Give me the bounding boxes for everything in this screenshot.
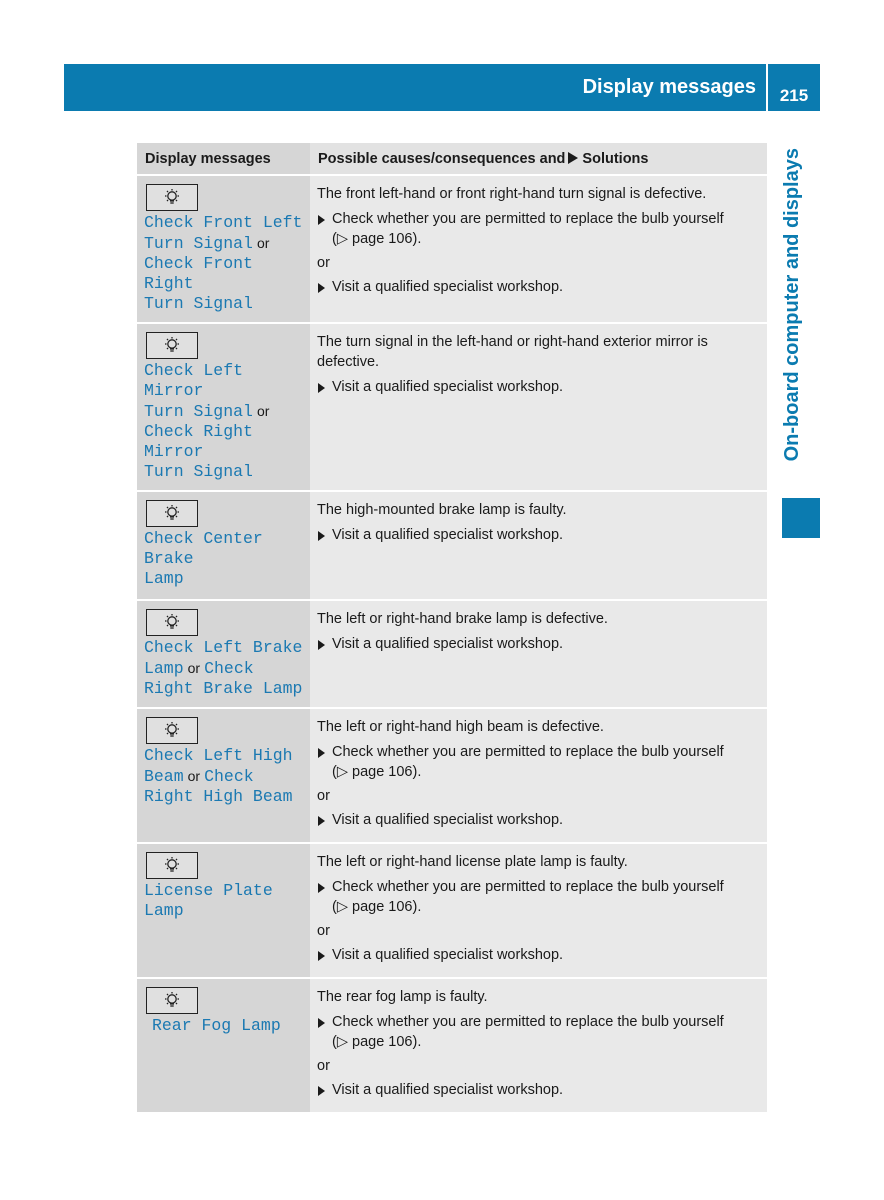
or-connector: or (317, 255, 330, 271)
message-text: Turn Signal (144, 402, 253, 421)
table-row (137, 843, 767, 978)
bulb-warning-icon (146, 987, 198, 1014)
message-text: Turn Signal (144, 294, 253, 313)
solution-step: Check whether you are permitted to replace the bulb yourself (▷ page 106). (317, 209, 759, 249)
bulb-warning-icon (146, 500, 198, 527)
solution-cell (310, 843, 767, 978)
solution-cell (310, 978, 767, 1113)
message-text: Check Left Brake (144, 638, 303, 657)
cause-text: The left or right-hand brake lamp is defective. (317, 611, 608, 627)
or-connector: or (187, 660, 201, 676)
or-connector: or (256, 235, 270, 251)
page-reference-link[interactable]: (▷ page 106). (332, 764, 422, 780)
solution-step: Visit a qualified specialist workshop. (317, 1080, 759, 1100)
message-text: Lamp (144, 569, 184, 588)
solution-step: Visit a qualified specialist workshop. (317, 525, 759, 545)
page-number-box (768, 64, 820, 111)
message-text: Rear Fog Lamp (152, 1016, 281, 1035)
solution-step: Check whether you are permitted to replace the bulb yourself (▷ page 106). (317, 742, 759, 782)
message-text: Turn Signal (144, 462, 253, 481)
cause-text: The rear fog lamp is faulty. (317, 989, 488, 1005)
message-text: Check Center Brake (144, 529, 263, 568)
table-row (137, 323, 767, 491)
bulb-warning-icon (146, 609, 198, 636)
bullet-arrow-icon (318, 816, 325, 826)
cause-text: The front left-hand or front right-hand turn signal is defective. (317, 186, 707, 202)
message-text: Beam (144, 767, 184, 786)
cause-text: The turn signal in the left-hand or right-hand exterior mirror is defective. (317, 334, 708, 370)
bullet-arrow-icon (318, 951, 325, 961)
cause-text: The high-mounted brake lamp is faulty. (317, 502, 567, 518)
or-connector: or (187, 768, 201, 784)
bulb-warning-icon (146, 717, 198, 744)
message-cell (137, 708, 310, 843)
message-text: Turn Signal (144, 234, 253, 253)
message-cell (137, 491, 310, 600)
bullet-arrow-icon (318, 283, 325, 293)
solution-cell (310, 175, 767, 323)
message-text: Right High Beam (144, 787, 293, 806)
solution-cell (310, 323, 767, 491)
page-reference-link[interactable]: (▷ page 106). (332, 1034, 422, 1050)
or-connector: or (317, 788, 330, 804)
message-text: Check Left High (144, 746, 293, 765)
bullet-arrow-icon (318, 1086, 325, 1096)
bullet-arrow-icon (318, 215, 325, 225)
bullet-arrow-icon (318, 748, 325, 758)
message-text: Check (204, 659, 254, 678)
message-text: License Plate Lamp (144, 881, 273, 920)
solution-step: Visit a qualified specialist workshop. (317, 810, 759, 830)
message-cell (137, 323, 310, 491)
table-row (137, 708, 767, 843)
col-header-display-messages: Display messages (137, 143, 310, 175)
table-row (137, 491, 767, 600)
solution-cell (310, 491, 767, 600)
message-text: Right Brake Lamp (144, 679, 303, 698)
table-row (137, 600, 767, 708)
solution-step: Visit a qualified specialist workshop. (317, 377, 759, 397)
message-cell (137, 175, 310, 323)
cause-text: The left or right-hand license plate lamp is faulty. (317, 854, 628, 870)
message-text: Check Front Left (144, 213, 303, 232)
message-cell (137, 600, 310, 708)
solution-cell (310, 600, 767, 708)
page-number: 215 (779, 86, 809, 105)
table-row (137, 978, 767, 1113)
col-header-causes-solutions: Possible causes/consequences and Solutions (310, 143, 767, 175)
arrow-right-icon (568, 152, 578, 164)
section-title: Display messages (582, 76, 756, 98)
message-cell (137, 843, 310, 978)
message-cell (137, 978, 310, 1113)
bullet-arrow-icon (318, 1018, 325, 1028)
solution-step: Visit a qualified specialist workshop. (317, 277, 759, 297)
solution-cell (310, 708, 767, 843)
bullet-arrow-icon (318, 531, 325, 541)
chapter-side-tab (782, 498, 820, 538)
bulb-warning-icon (146, 852, 198, 879)
or-connector: or (317, 1058, 330, 1074)
message-text: Lamp (144, 659, 184, 678)
bullet-arrow-icon (318, 640, 325, 650)
message-text: Check Left Mirror (144, 361, 244, 400)
table-header-row (137, 143, 767, 175)
solution-step: Visit a qualified specialist workshop. (317, 945, 759, 965)
bullet-arrow-icon (318, 383, 325, 393)
message-text: Check Front Right (144, 254, 253, 293)
bulb-warning-icon (146, 184, 198, 211)
header-bar (64, 64, 766, 111)
page-reference-link[interactable]: (▷ page 106). (332, 231, 422, 247)
solution-step: Visit a qualified specialist workshop. (317, 634, 759, 654)
or-connector: or (256, 403, 270, 419)
solution-step: Check whether you are permitted to replace the bulb yourself (▷ page 106). (317, 877, 759, 917)
or-connector: or (317, 923, 330, 939)
page-reference-link[interactable]: (▷ page 106). (332, 899, 422, 915)
chapter-side-label: On-board computer and displays (781, 148, 803, 462)
message-text: Check (204, 767, 254, 786)
bullet-arrow-icon (318, 883, 325, 893)
solution-step: Check whether you are permitted to replace the bulb yourself (▷ page 106). (317, 1012, 759, 1052)
display-messages-table (137, 143, 767, 1114)
table-row (137, 175, 767, 323)
bulb-warning-icon (146, 332, 198, 359)
message-text: Check Right Mirror (144, 422, 253, 461)
cause-text: The left or right-hand high beam is defective. (317, 719, 604, 735)
